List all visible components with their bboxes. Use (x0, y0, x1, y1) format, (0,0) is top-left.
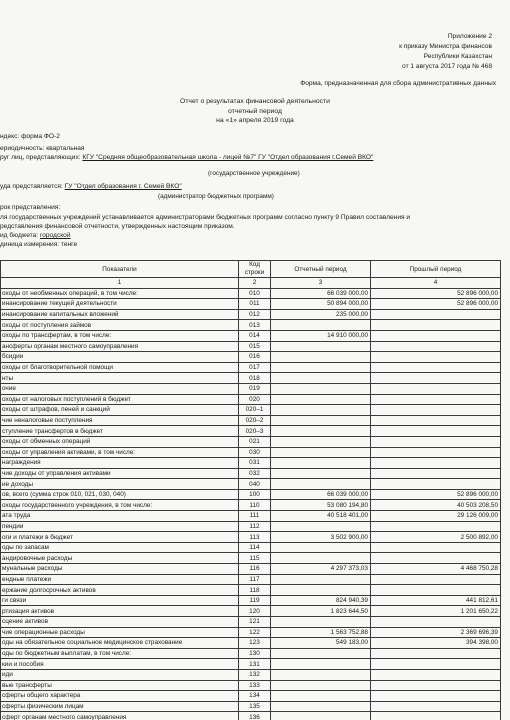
indicator-name: чие неналоговые поступления (1, 415, 239, 426)
table-row (1, 638, 501, 649)
reporting-period-value: 1 823 644,50 (271, 606, 371, 617)
line-code: 010 (239, 288, 271, 299)
appendix-header (272, 32, 492, 72)
indicator-name: бсидии (1, 352, 239, 363)
previous-period-value: 1 201 650,22 (371, 606, 501, 617)
budget-level-value: городской (39, 232, 71, 239)
periodicity: ериодичность: квартальная (0, 145, 85, 152)
submitted-label: уда представляется: (0, 183, 65, 190)
reporting-period-value (271, 669, 371, 680)
reporting-period-value (271, 691, 371, 702)
previous-period-value (371, 330, 501, 341)
table-row (1, 394, 501, 405)
reporting-period-value (271, 659, 371, 670)
table-row (1, 468, 501, 479)
table-row (1, 585, 501, 596)
previous-period-value: 52 896 000,00 (371, 299, 501, 310)
previous-period-value (371, 309, 501, 320)
table-row (1, 511, 501, 522)
index-cell: 4 (371, 278, 501, 289)
table-row (1, 659, 501, 670)
reporting-period-value (271, 585, 371, 596)
previous-period-value (371, 479, 501, 490)
table-row (1, 352, 501, 363)
previous-period-value: 40 503 208,50 (371, 500, 501, 511)
respondent-label: руг лиц, представляющих: (0, 154, 83, 161)
deadline-text: редставления финансовой отчетности, утвержденных настоящим приказом. (0, 223, 235, 230)
indicator-name: ержание долгосрочных активов (1, 585, 239, 596)
indicator-name: сферт органам местного самоуправления (1, 712, 239, 720)
table-row (1, 458, 501, 469)
indicator-name: оды по бюджетным выплатам, в том числе: (1, 648, 239, 659)
previous-period-value (371, 680, 501, 691)
previous-period-value: 52 896 000,00 (371, 489, 501, 500)
indicator-name: ртизация активов (1, 606, 239, 617)
indicator-name: ата труда (1, 511, 239, 522)
line-code: 015 (239, 341, 271, 352)
previous-period-value: 2 369 696,39 (371, 627, 501, 638)
indicator-name: оды по запасам (1, 542, 239, 553)
previous-period-value (371, 701, 501, 712)
indicator-name: ги связи (1, 595, 239, 606)
table-row (1, 426, 501, 437)
table-index-row (1, 278, 501, 289)
line-code: 121 (239, 617, 271, 628)
reporting-period-value: 1 563 752,88 (271, 627, 371, 638)
table-row (1, 500, 501, 511)
line-code: 123 (239, 638, 271, 649)
table-row (1, 669, 501, 680)
previous-period-value (371, 659, 501, 670)
reporting-period-value (271, 362, 371, 373)
line-code: 119 (239, 595, 271, 606)
line-code: 100 (239, 489, 271, 500)
reporting-period-value (271, 383, 371, 394)
table-row (1, 606, 501, 617)
indicator-name: иди (1, 669, 239, 680)
indicator-name: вые трансферты (1, 680, 239, 691)
table-row (1, 521, 501, 532)
table-row (1, 680, 501, 691)
line-code: 017 (239, 362, 271, 373)
table-row (1, 532, 501, 543)
previous-period-value (371, 373, 501, 384)
reporting-period-value: 40 518 401,00 (271, 511, 371, 522)
submitted-to (0, 183, 182, 190)
reporting-period-value (271, 553, 371, 564)
table-row (1, 405, 501, 416)
reporting-period-value (271, 680, 371, 691)
line-code: 011 (239, 299, 271, 310)
previous-period-value: 441 812,61 (371, 595, 501, 606)
indicator-name: сферты физическим лицам (1, 701, 239, 712)
table-row (1, 701, 501, 712)
reporting-period-value (271, 617, 371, 628)
table-row (1, 383, 501, 394)
line-code: 030 (239, 447, 271, 458)
respondent-value: КГУ "Средняя общеобразовательная школа - лицей №7" ГУ "Отдел образования г.Семей ВКО" (82, 154, 374, 161)
previous-period-value (371, 426, 501, 437)
line-code: 016 (239, 352, 271, 363)
report-date: на «1» апреля 2019 года (216, 117, 294, 124)
previous-period-value (371, 415, 501, 426)
line-code: 020 (239, 394, 271, 405)
previous-period-value (371, 585, 501, 596)
line-code: 020–1 (239, 405, 271, 416)
appendix-line: от 1 августа 2017 года № 468 (402, 63, 492, 70)
previous-period-value (371, 447, 501, 458)
line-code: 031 (239, 458, 271, 469)
indicator-name: оходы от благотворительной помощи (1, 362, 239, 373)
unit-of-measure: диница измерения: тенге (0, 241, 78, 248)
previous-period-value: 4 468 750,28 (371, 564, 501, 575)
line-code: 018 (239, 373, 271, 384)
indicator-name: очие (1, 383, 239, 394)
table-row (1, 415, 501, 426)
indicator-name: нты (1, 373, 239, 384)
line-code: 135 (239, 701, 271, 712)
reporting-period-value (271, 458, 371, 469)
header-previous-period: Прошлый период (371, 261, 501, 278)
previous-period-value (371, 553, 501, 564)
table-row (1, 288, 501, 299)
indicator-name: кии и пособия (1, 659, 239, 670)
reporting-period-value (271, 373, 371, 384)
line-code: 020–2 (239, 415, 271, 426)
reporting-period-value (271, 320, 371, 331)
previous-period-value (371, 341, 501, 352)
reporting-period-value (271, 648, 371, 659)
index-cell: 2 (239, 278, 271, 289)
indicator-name: оходы от налоговых поступлений в бюджет (1, 394, 239, 405)
table-row (1, 320, 501, 331)
table-row (1, 553, 501, 564)
previous-period-value (371, 362, 501, 373)
line-code: 012 (239, 309, 271, 320)
previous-period-value (371, 648, 501, 659)
reporting-period-value: 14 910 000,00 (271, 330, 371, 341)
indicator-name: ступление трансфертов в бюджет (1, 426, 239, 437)
indicator-name: чие доходы от управления активами (1, 468, 239, 479)
table-row (1, 712, 501, 720)
table-row (1, 341, 501, 352)
indicator-name: оходы от необменных операций, в том числе: (1, 288, 239, 299)
admin-caption: (администратор бюджетных программ) (158, 193, 274, 200)
table-row (1, 627, 501, 638)
table-header-row (1, 261, 501, 278)
budget-level-label: ид бюджета: (0, 232, 40, 239)
reporting-period-value (271, 521, 371, 532)
indicator-name: оды на обязательное социальное медицинское страхование (1, 638, 239, 649)
table-row (1, 617, 501, 628)
table-row (1, 489, 501, 500)
table-row (1, 299, 501, 310)
line-code: 013 (239, 320, 271, 331)
index-cell: 3 (271, 278, 371, 289)
form-note: Форма, предназначенная для сбора административных данных (300, 80, 496, 87)
deadline-label: рок представления: (0, 204, 61, 211)
previous-period-value (371, 383, 501, 394)
previous-period-value (371, 468, 501, 479)
indicator-name: оходы от поступления займов (1, 320, 239, 331)
reporting-period-value (271, 542, 371, 553)
indicator-name: ендные платежи (1, 574, 239, 585)
table-row (1, 447, 501, 458)
previous-period-value: 394 398,00 (371, 638, 501, 649)
reporting-period-value (271, 701, 371, 712)
appendix-line: Приложение 2 (447, 33, 492, 40)
line-code: 133 (239, 680, 271, 691)
previous-period-value (371, 521, 501, 532)
previous-period-value (371, 458, 501, 469)
indicator-name: оходы от штрафов, пеней и санкций (1, 405, 239, 416)
line-code: 117 (239, 574, 271, 585)
table-row (1, 479, 501, 490)
indicator-name: оходы по трансфертам, в том числе: (1, 330, 239, 341)
header-reporting-period: Отчетный период (271, 261, 371, 278)
indicator-name: ие доходы (1, 479, 239, 490)
line-code: 116 (239, 564, 271, 575)
indicator-name: андировочные расходы (1, 553, 239, 564)
line-code: 114 (239, 542, 271, 553)
reporting-period-value (271, 415, 371, 426)
respondent-circle (0, 154, 373, 161)
budget-level (0, 232, 71, 239)
reporting-period-value (271, 352, 371, 363)
line-code: 019 (239, 383, 271, 394)
table-row (1, 648, 501, 659)
report-period-label: отчетный период (228, 108, 282, 115)
reporting-period-value: 53 080 194,80 (271, 500, 371, 511)
table-row (1, 330, 501, 341)
reporting-period-value (271, 341, 371, 352)
previous-period-value: 2 500 892,00 (371, 532, 501, 543)
table-row (1, 574, 501, 585)
line-code: 122 (239, 627, 271, 638)
line-code: 131 (239, 659, 271, 670)
line-code: 118 (239, 585, 271, 596)
previous-period-value (371, 617, 501, 628)
reporting-period-value (271, 447, 371, 458)
previous-period-value: 52 896 000,00 (371, 288, 501, 299)
table-row (1, 595, 501, 606)
submitted-value: ГУ "Отдел образования г. Семей ВКО" (64, 183, 182, 190)
previous-period-value (371, 320, 501, 331)
line-code: 110 (239, 500, 271, 511)
report-title: Отчет о результатах финансовой деятельности (180, 98, 330, 105)
header-line-code: Код строки (239, 261, 271, 278)
reporting-period-value: 66 039 000,00 (271, 489, 371, 500)
header-indicators: Показатели (1, 261, 239, 278)
reporting-period-value (271, 405, 371, 416)
indicator-name: сферты общего характера (1, 691, 239, 702)
line-code: 113 (239, 532, 271, 543)
institution-caption: (государственное учреждение) (208, 170, 300, 177)
reporting-period-value (271, 574, 371, 585)
indicator-name: ов, всего (сумма строк 010, 021, 030, 040) (1, 489, 239, 500)
previous-period-value (371, 352, 501, 363)
indicator-name: инансирование текущей деятельности (1, 299, 239, 310)
reporting-period-value: 50 894 000,00 (271, 299, 371, 310)
line-code: 136 (239, 712, 271, 720)
line-code: 032 (239, 468, 271, 479)
line-code: 020–3 (239, 426, 271, 437)
indicator-name: оходы от обменных операций (1, 436, 239, 447)
line-code: 132 (239, 669, 271, 680)
deadline-text: ля государственных учреждений устанавливается администраторами бюджетных программ согласно пункту 9 Правил составления и (0, 214, 411, 221)
appendix-line: Республики Казахстан (423, 53, 492, 60)
indicator-name: сцение активов (1, 617, 239, 628)
table-row (1, 436, 501, 447)
reporting-period-value: 3 502 900,00 (271, 532, 371, 543)
reporting-period-value (271, 479, 371, 490)
table-body (1, 288, 501, 720)
reporting-period-value (271, 436, 371, 447)
reporting-period-value: 66 039 000,00 (271, 288, 371, 299)
appendix-line: к приказу Министра финансов (399, 43, 492, 50)
table-row (1, 542, 501, 553)
indicator-name: инансирование капитальных вложений (1, 309, 239, 320)
table-row (1, 373, 501, 384)
indicator-name: награждения (1, 458, 239, 469)
previous-period-value (371, 394, 501, 405)
reporting-period-value (271, 426, 371, 437)
reporting-period-value: 824 940,39 (271, 595, 371, 606)
line-code: 115 (239, 553, 271, 564)
reporting-period-value (271, 394, 371, 405)
reporting-period-value: 235 000,00 (271, 309, 371, 320)
indicator-name: оги и платежи в бюджет (1, 532, 239, 543)
index-cell: 1 (1, 278, 239, 289)
line-code: 130 (239, 648, 271, 659)
reporting-period-value (271, 468, 371, 479)
indicator-name: чие операционные расходы (1, 627, 239, 638)
previous-period-value (371, 542, 501, 553)
previous-period-value (371, 405, 501, 416)
previous-period-value: 29 126 009,00 (371, 511, 501, 522)
indicator-name: оходы от управления активами, в том числе: (1, 447, 239, 458)
indicator-name: пендии (1, 521, 239, 532)
line-code: 134 (239, 691, 271, 702)
line-code: 111 (239, 511, 271, 522)
line-code: 014 (239, 330, 271, 341)
table-row (1, 362, 501, 373)
indicator-name: оходы государственного учреждения, в том числе: (1, 500, 239, 511)
table-row (1, 564, 501, 575)
reporting-period-value (271, 712, 371, 720)
indicator-name: мунальные расходы (1, 564, 239, 575)
line-code: 021 (239, 436, 271, 447)
financial-results-table (0, 260, 501, 720)
previous-period-value (371, 669, 501, 680)
line-code: 112 (239, 521, 271, 532)
reporting-period-value: 4 297 373,03 (271, 564, 371, 575)
previous-period-value (371, 574, 501, 585)
previous-period-value (371, 691, 501, 702)
indicator-name: ансферты органам местного самоуправления (1, 341, 239, 352)
table-row (1, 309, 501, 320)
reporting-period-value: 549 183,00 (271, 638, 371, 649)
form-index: ндекс: форма ФО-2 (0, 133, 60, 140)
line-code: 120 (239, 606, 271, 617)
table-row (1, 691, 501, 702)
previous-period-value (371, 436, 501, 447)
line-code: 040 (239, 479, 271, 490)
previous-period-value (371, 712, 501, 720)
